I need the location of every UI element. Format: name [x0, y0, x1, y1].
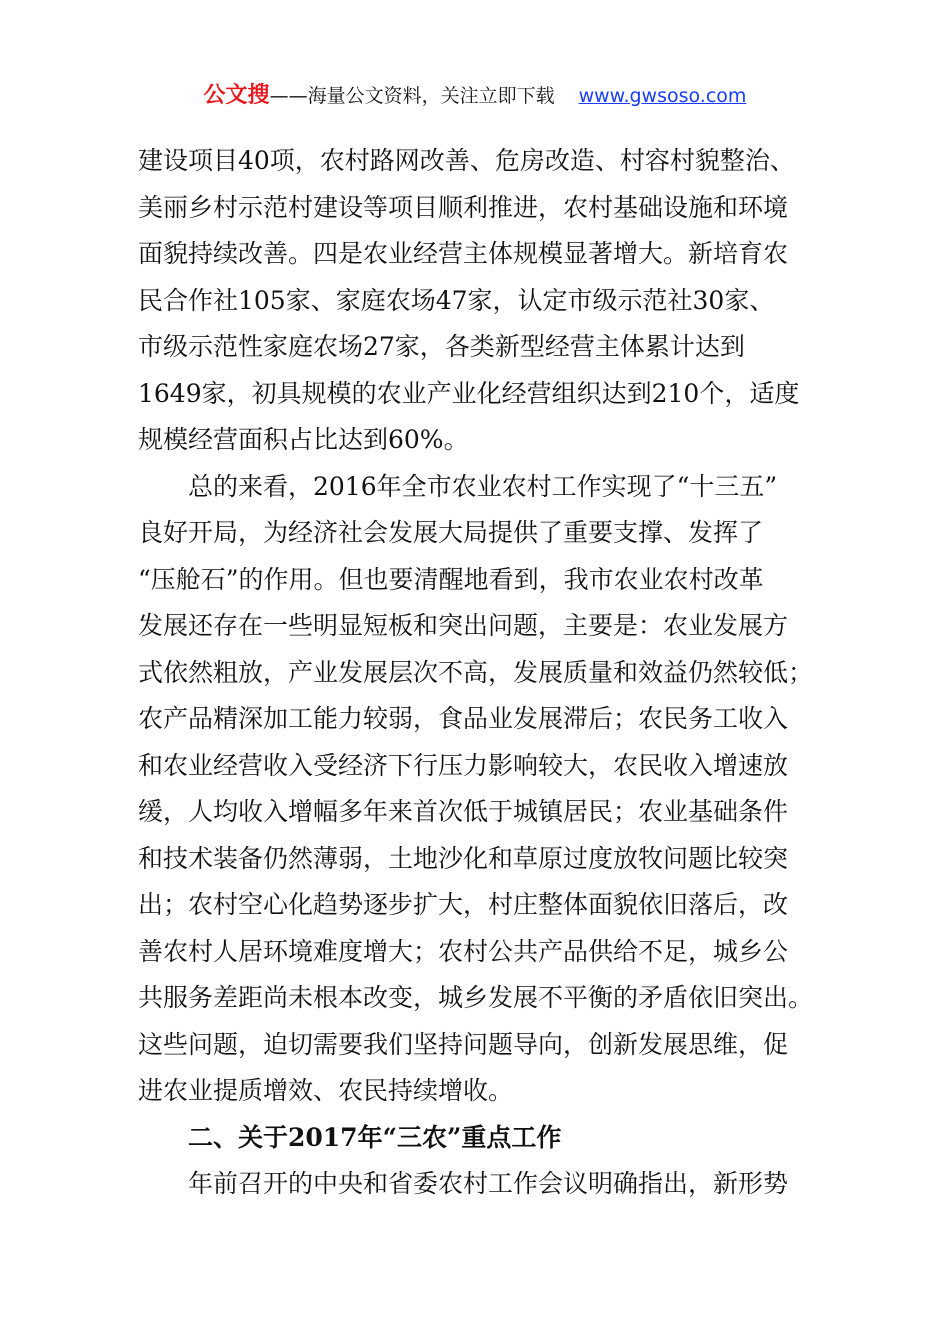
text-line: 市级示范性家庭农场27家，各类新型经营主体累计达到	[138, 332, 745, 361]
section-heading: 二、关于2017年“三农”重点工作	[188, 1122, 562, 1152]
text-line: 规模经营面积占比达到60%。	[138, 425, 469, 454]
text-line: 农产品精深加工能力较弱，食品业发展滞后；农民务工收入	[138, 704, 789, 733]
text-line: 和农业经营收入受经济下行压力影响较大，农民收入增速放	[138, 750, 789, 780]
document-body	[138, 138, 814, 1208]
brand-logo-text: 公文搜	[203, 83, 270, 108]
page-header	[0, 82, 950, 110]
paragraph-first-line: 总的来看，2016年全市农业农村工作实现了“十三五”	[188, 471, 778, 501]
text-line: 发展还存在一些明显短板和突出问题，主要是：农业发展方	[138, 611, 789, 640]
text-line: 缓，人均收入增幅多年来首次低于城镇居民；农业基础条件	[138, 797, 789, 826]
text-line: 建设项目40项，农村路网改善、危房改造、村容村貌整治、	[138, 146, 795, 175]
text-line: “压舱石”的作用。但也要清醒地看到，我市农业农村改革	[138, 564, 764, 594]
header-tagline: ——海量公文资料，关注立即下载	[269, 85, 555, 107]
text-line: 式依然粗放，产业发展层次不高，发展质量和效益仍然较低；	[138, 657, 814, 687]
paragraph-first-line: 年前召开的中央和省委农村工作会议明确指出，新形势	[188, 1169, 789, 1198]
text-line: 美丽乡村示范村建设等项目顺利推进，农村基础设施和环境	[138, 192, 789, 222]
website-link[interactable]: www.gwsoso.com	[578, 85, 747, 107]
text-line: 良好开局，为经济社会发展大局提供了重要支撑、发挥了	[138, 518, 764, 547]
text-line: 共服务差距尚未根本改变，城乡发展不平衡的矛盾依旧突出。	[138, 983, 814, 1012]
text-line: 善农村人居环境难度增大；农村公共产品供给不足，城乡公	[138, 936, 789, 966]
text-line: 进农业提质增效、农民持续增收。	[138, 1076, 514, 1105]
text-line: 1649家，初具规模的农业产业化经营组织达到210个，适度	[138, 378, 800, 408]
text-line: 民合作社105家、家庭农场47家，认定市级示范社30家、	[138, 285, 775, 315]
text-line: 面貌持续改善。四是农业经营主体规模显著增大。新培育农	[138, 239, 789, 268]
text-line: 出；农村空心化趋势逐步扩大，村庄整体面貌依旧落后，改	[138, 890, 789, 919]
text-line: 这些问题，迫切需要我们坚持问题导向，创新发展思维，促	[138, 1029, 789, 1059]
text-line: 和技术装备仍然薄弱，土地沙化和草原过度放牧问题比较突	[138, 843, 789, 873]
